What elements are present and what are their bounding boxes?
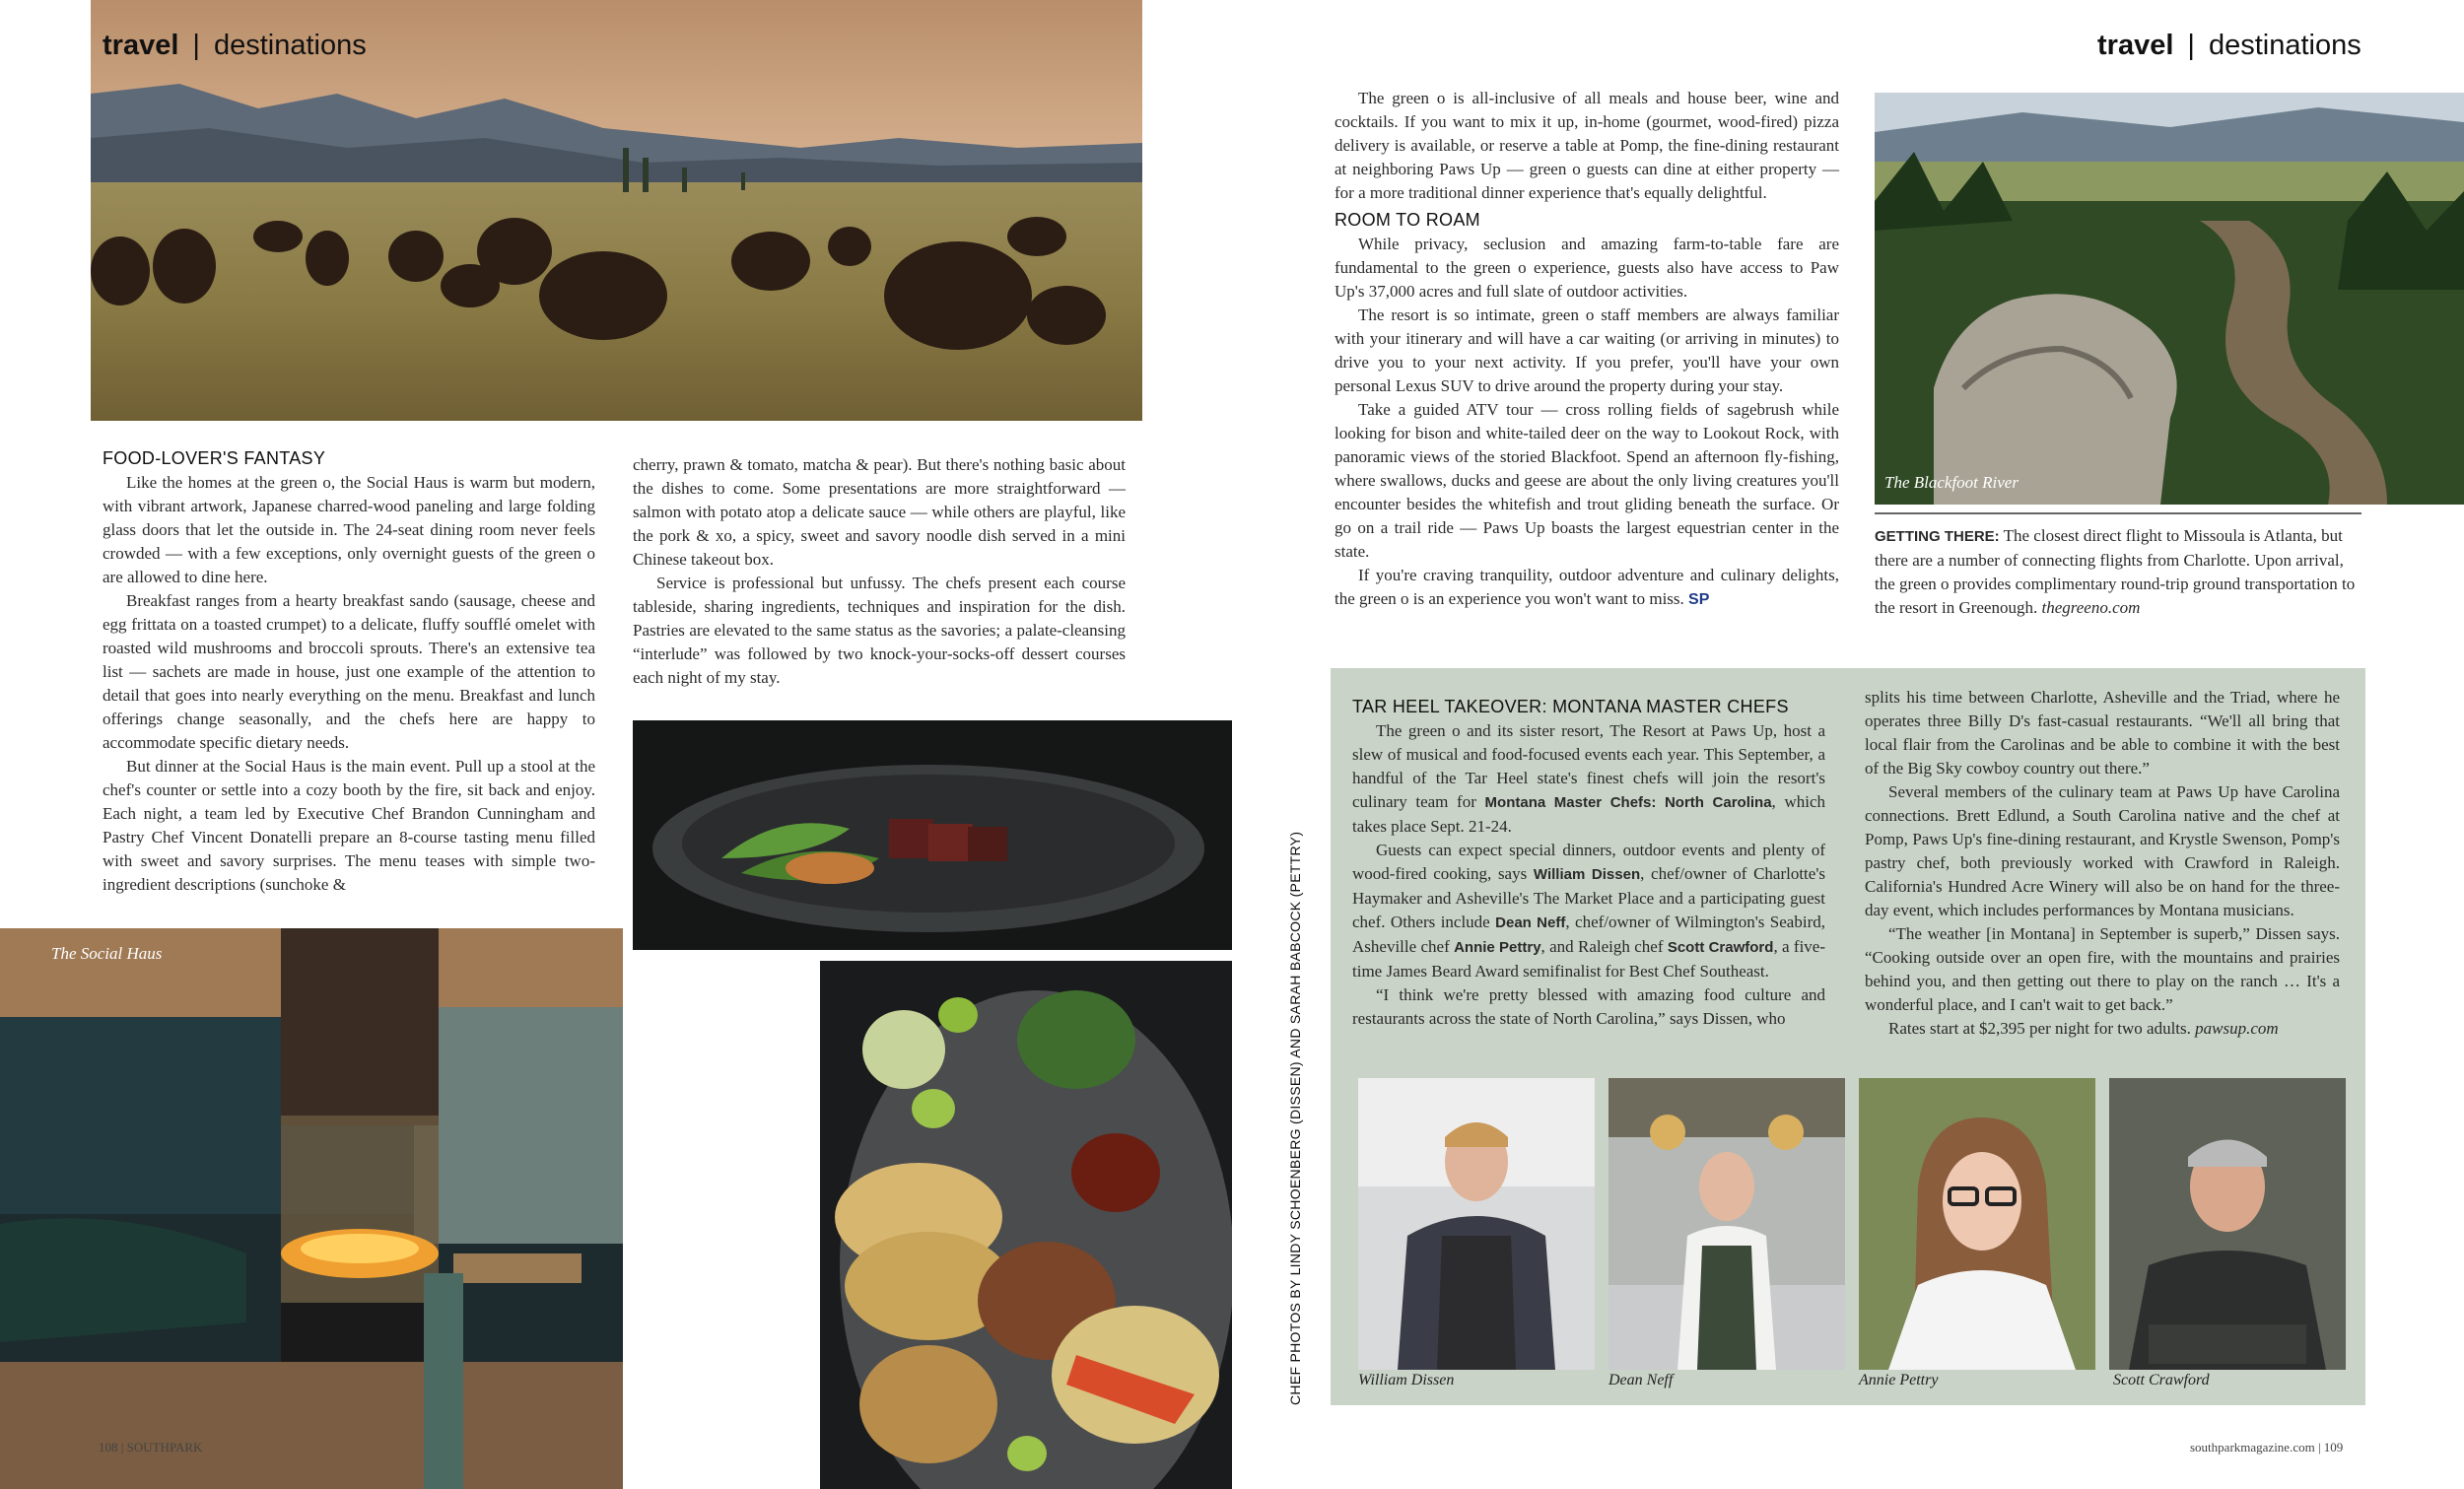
subsection-label: destinations xyxy=(2208,30,2361,61)
bison-photo xyxy=(91,0,1142,421)
paragraph: “I think we're pretty blessed with amazing food culture and restaurants across the state of North Carolina,” says Dissen, who xyxy=(1352,985,1825,1028)
paragraph: “The weather [in Montana] in September is superb,” Dissen says. “Cooking outside over an open fire, with the mountains and prairies behind you, and then getting out there to play on the ranch … It's a wonderful place, and I can't wait to get back.” xyxy=(1865,924,2340,1014)
folio-right: southparkmagazine.com | 109 xyxy=(2190,1440,2344,1455)
paragraph: splits his time between Charlotte, Asheville and the Triad, where he operates three Billy D's fast-casual restaurants. “We'll all bring that local flair from the Carolinas and be able to combine it with the best of the Big Sky cowboy country out there.” xyxy=(1865,688,2340,778)
blackfoot-caption: The Blackfoot River xyxy=(1884,473,2019,492)
chef-caption: Dean Neff xyxy=(1608,1372,1674,1388)
paragraph: The green o is all-inclusive of all meals and house beer, wine and cocktails. If you want to mix it up, in-home (gourmet, wood-fired) pizza delivery is available, or reserve a table at Pomp, the fine-dining restaurant at neighboring Paws Up — green o guests can dine at either property — for a more traditional dinner experience that's equally delightful. xyxy=(1335,89,1839,202)
social-haus-photo xyxy=(0,928,623,1489)
text: , chef/owner of Charlotte's Haymaker and Asheville's The Market Place and a participating guest chef. Others include xyxy=(1352,864,1826,931)
text: , chef/owner of Wilmington's Seabird, Asheville chef xyxy=(1352,913,1825,956)
paragraph: cherry, prawn & tomato, matcha & pear). But there's nothing basic about the dishes to come. Some presentations are more straightforward — salmon with potato atop a delicate sauce — while others are playful, like the pork & xo, a spicy, sweet and savory noodle dish served in a mini Chinese takeout box. xyxy=(633,455,1126,569)
event-name: Montana Master Chefs: North Carolina xyxy=(1484,794,1772,811)
sidebar-heading: TAR HEEL TAKEOVER: MONTANA MASTER CHEFS xyxy=(1352,697,1789,716)
paragraph xyxy=(1335,564,1839,612)
chef-name-bold: William Dissen xyxy=(1533,866,1641,883)
chef-photo-neff xyxy=(1608,1078,1845,1370)
chef-photo-pettry xyxy=(1859,1078,2095,1370)
section-label: travel xyxy=(103,30,179,61)
chef-photo-crawford xyxy=(2109,1078,2346,1370)
folio-left: 108 | SOUTHPARK xyxy=(99,1440,203,1455)
sidebar-col1 xyxy=(1352,694,1825,1031)
closing-text: If you're craving tranquility, outdoor adventure and culinary delights, the green o is an experience you won't want to miss. xyxy=(1335,566,1839,608)
chef-caption: Annie Pettry xyxy=(1859,1372,1939,1388)
paragraph: While privacy, seclusion and amazing farm-to-table fare are fundamental to the green o experience, guests also have access to Paw Up's 37,000 acres and full slate of outdoor activities. xyxy=(1335,235,1839,301)
rates-text: Rates start at $2,395 per night for two adults. xyxy=(1888,1019,2196,1038)
tacos-photo xyxy=(820,961,1232,1489)
getting-there-label: GETTING THERE: xyxy=(1875,528,2000,545)
subsection-label: destinations xyxy=(213,30,367,61)
text: , a five-time James Beard Award semifinalist for Best Chef Southeast. xyxy=(1352,937,1826,981)
room-to-roam-heading: ROOM TO ROAM xyxy=(1335,210,1480,230)
left-article-col2 xyxy=(633,453,1126,690)
text: The green o and its sister resort, The Resort at Paws Up, host a slew of musical and food-focused events each year. This September, a handful of the Tar Heel state's finest chefs will join the resort's culinary team for xyxy=(1352,721,1825,811)
paragraph xyxy=(1352,839,1825,983)
chef-name-bold: Annie Pettry xyxy=(1454,939,1541,956)
paragraph: But dinner at the Social Haus is the main event. Pull up a stool at the chef's counter or settle into a cozy booth by the fire, sit back and enjoy. Each night, a team led by Executive Chef Brandon Cunningham and Pastry Chef Vincent Donatelli prepare an 8-course tasting menu filled with sweet and savory surprises. The menu teases with simple two-ingredient descriptions (sunchoke & xyxy=(103,757,595,894)
section-label: travel xyxy=(2097,30,2174,61)
text: Guests can expect special dinners, outdoor events and plenty of wood-fired cooking, says xyxy=(1352,841,1825,883)
page-header-left: travel | destinations xyxy=(103,30,367,61)
text: , which takes place Sept. 21-24. xyxy=(1352,792,1826,836)
chef-caption: William Dissen xyxy=(1358,1372,1455,1388)
text: , and Raleigh chef xyxy=(1540,937,1668,956)
chef-caption: Scott Crawford xyxy=(2113,1372,2210,1388)
getting-there-url: thegreeno.com xyxy=(2041,598,2141,617)
paragraph: Several members of the culinary team at Paws Up have Carolina connections. Brett Edlund, a South Carolina native and the chef at Pomp, Paws Up's fine-dining restaurant, and Krystle Swenson, Pomp's pastry chef, both previously worked with Crawford in Raleigh. California's Hundred Acre Winery will also be on hand for the three-day event, which includes performances by Montana musicians. xyxy=(1865,782,2340,919)
getting-there-box xyxy=(1875,512,2361,620)
paragraph: Like the homes at the green o, the Social Haus is warm but modern, with vibrant artwork, Japanese charred-wood paneling and large folding glass doors that let the outside in. The 24-seat dining room never feels crowded — with a few exceptions, only overnight guests of the green o are allowed to dine here. xyxy=(103,473,595,586)
page-header-right: travel | destinations xyxy=(2097,30,2361,61)
food-lovers-heading: FOOD-LOVER'S FANTASY xyxy=(103,448,326,468)
rates-url: pawsup.com xyxy=(2195,1019,2279,1038)
getting-there-text: The closest direct flight to Missoula is Atlanta, but there are a number of connecting flights from Charlotte. Upon arrival, the green o provides complimentary round-trip ground transportation to the resort in Greenough. xyxy=(1875,526,2356,617)
chef-photo-dissen xyxy=(1358,1078,1595,1370)
paragraph: Breakfast ranges from a hearty breakfast sando (sausage, cheese and egg frittata on a toasted crumpet) to a delicate, fluffy soufflé omelet with roasted wild mushrooms and broccoli sprouts. There's an extensive tea list — sachets are made in house, just one example of the attention to detail that goes into nearly everything on the menu. Breakfast and lunch offerings change seasonally, and the chefs here are happy to accommodate specific dietary needs. xyxy=(103,591,595,752)
social-haus-caption: The Social Haus xyxy=(51,944,163,963)
paragraph: The resort is so intimate, green o staff members are always familiar with your itinerary and will have a car waiting (or arriving in minutes) to drive you to your next activity. If you prefer, you'll have your own personal Lexus SUV to drive around the property during your stay. xyxy=(1335,305,1839,395)
blackfoot-river-photo xyxy=(1875,93,2464,505)
plated-dish-photo xyxy=(633,720,1232,950)
chef-name-bold: Dean Neff xyxy=(1495,914,1566,931)
right-article xyxy=(1335,87,1839,612)
paragraph: Service is professional but unfussy. The chefs present each course tableside, sharing ingredients, techniques and inspiration for the dish. Pastries are elevated to the same status as the savories; a palate-cleansing “interlude” was followed by two knock-your-socks-off dessert courses each night of my stay. xyxy=(633,574,1126,687)
photo-credit: CHEF PHOTOS BY LINDY SCHOENBERG (DISSEN) AND SARAH BABCOCK (PETTRY) xyxy=(1287,831,1303,1405)
sidebar-col2 xyxy=(1865,686,2340,1041)
chef-name-bold: Scott Crawford xyxy=(1667,939,1774,956)
paragraph xyxy=(1865,1017,2340,1041)
paragraph: Take a guided ATV tour — cross rolling fields of sagebrush while looking for bison and white-tailed deer on the way to Lookout Rock, with panoramic views of the storied Blackfoot. Spend an afternoon fly-fishing, where swallows, ducks and geese are about the only living creatures you'll encounter besides the whitefish and trout gliding beneath the surface. Or go on a trail ride — Paws Up boasts the largest equestrian center in the state. xyxy=(1335,400,1839,561)
paragraph xyxy=(1352,719,1825,839)
left-article-col1 xyxy=(103,445,595,897)
end-mark: SP xyxy=(1688,591,1710,608)
